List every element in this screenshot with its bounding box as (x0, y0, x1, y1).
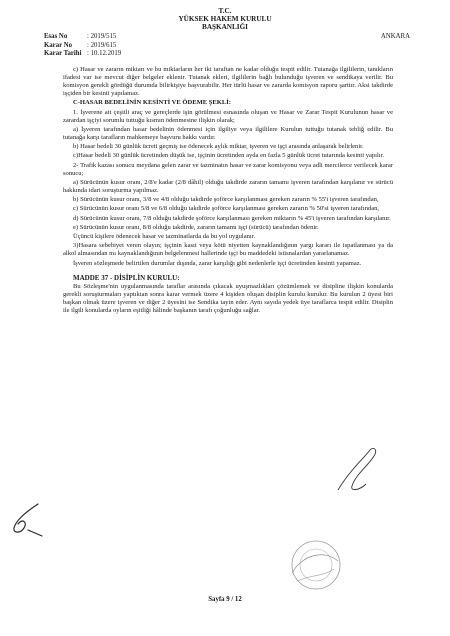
paragraph-third-parties: Üçüncü kişilere ödenecek hasar ve tazminatlarda da bu yol uygulanır. (73, 233, 256, 241)
paragraph-cc: c)Hasar bedeli 30 günlük ücretinden düşük ise, işçinin ücretinden ayda en fazla 5 günlük ücret tutarında kesinti yapılır. (73, 152, 385, 160)
karar-label: Karar No (44, 41, 73, 49)
paragraph-3: 3)Hasara sebebiyet veren olayın; işçinin kasıt veya kötü niyetten kaynaklandığının yargı kararı ile ispatlanması ya da alkol almasından mı kaynaklandığının belgelenmesi hallerinde işçi bu maddedeki istisnalardan yararlanamaz. (63, 242, 393, 258)
tarih-value: : 10.12.2019 (87, 50, 122, 58)
paragraph-sc: c) Sürücünün kusur oranı 5/8 ve 6/8 olduğu takdirde şoförce karşılanması gereken zararın % 50'si işveren tarafından, (73, 205, 380, 213)
signature-flourish (330, 440, 390, 500)
paragraph-cb: b) Hasar bedeli 30 günlük ücreti geçmiş ise ödenecek aylık miktar, işveren ve işçi arasında anlaşarak belirlenir. (73, 143, 364, 151)
page-prefix: Sayfa (208, 596, 227, 603)
page-footer (0, 596, 450, 603)
paragraph-sa: a) Sürücünün kusur oranı, 2/8'e kadar (2/8 dâhil) olduğu takdirde zararın tamamı işveren tarafından karşılanır ve sürücü hakkında idari soruşturma yapılmaz. (63, 178, 393, 194)
karar-value: : 2019/615 (87, 41, 117, 49)
paragraph-contract: İşveren sözleşmede belirtilen durumlar dışında, zarar karşılığı gibi nedenlerle işçi ücretinden kesinti yapamaz. (73, 259, 362, 267)
paragraph-c2: 2- Trafik kazası sonucu meydana gelen zarar ve tazminatın hasar ve zarar komisyonu veya adli mercilerce verilecek karar sonucu; (63, 161, 393, 177)
page-number: 9 / 12 (226, 596, 242, 603)
city-label: ANKARA (380, 33, 410, 40)
document-header (0, 7, 450, 32)
document-body (63, 66, 393, 316)
tarih-label: Karar Tarihi (44, 50, 82, 58)
esas-label: Esas No (44, 33, 68, 40)
paragraph-ca: a) İşveren tarafından hasar bedelinin ödenmesi için ilgiliye veya ilgililere Kurulun tuttuğu tutanak tebliğ edilir. Bu tutanağa karşı tarafların mahkemeye başvuru hakkı vardır. (63, 125, 393, 141)
section-c-heading: C-HASAR BEDELİNİN KESİNTİ VE ÖDEME ŞEKLİ: (73, 99, 231, 107)
paragraph-sb: b) Sürücünün kusur oranı, 3/8 ve 4/8 olduğu takdirde şoförce karşılanması gereken zararın % 55'i işveren tarafından, (73, 196, 379, 204)
paragraph-se: e) Sürücünün kusur oranı, 8/8 olduğu takdirde, zararın tamamı işçi (sürücü) tarafından ödenir. (73, 223, 319, 231)
paragraph-c1: 1. İşverene ait çeşitli araç ve gereçlerde işin görülmesi esnasında oluşan ve Hasar ve Zarar Tespit Kurulunun hasar ve zarardan işçiyi sorumlu tuttuğu kısmın ödenmesine ilişkin olarak; (63, 108, 393, 124)
header-department: BAŞKANLIĞI (202, 23, 248, 32)
paragraph-sd: d) Sürücünün kusur oranı, 7/8 olduğu takdirde şoförce karşılanması gereken miktarın % 45'i işveren tarafından karşılanır. (73, 214, 391, 222)
paragraph-c: c) Hasar ve zararın miktarı ve bu miktarların her iki taraftan ne kadar olduğu tespit edilir. Tutanağa ilgililerin, tanıkların ifadesi var ise mevcut diğer belgeler eklenir. Tutanak ekleri, ilgililerin bağlı bulunduğu işveren ve sendikaya verilir. Bu komisyon gerekli gördüğü durumda bilirkişiye başvurabilir. Her türlü hasar ve zararda komisyon raporu şarttır. Aksi takdirde işçiden bir kesinti yapılamaz. (63, 66, 393, 98)
signature-mark (8, 500, 46, 540)
esas-value: : 2019/515 (87, 33, 117, 40)
article-37-heading: MADDE 37 - DİSİPLİN KURULU: (73, 273, 180, 282)
official-stamp (278, 535, 348, 595)
case-meta (44, 33, 121, 59)
header-tc: T.C. (218, 7, 232, 15)
header-institution: YÜKSEK HAKEM KURULU (178, 15, 272, 24)
article-37-text: Bu Sözleşme'nin uygulanmasında taraflar arasında çıkacak uyuşmazlıkları çözümlemek ve disipline ilişkin konularda gerekli soruşturmaları yaptıktan sonra karar vermek üzere 4 kişiden oluşan disiplin kurulu kurulur. Bu kurulun 2 üyesi biri başkan olmak üzere işveren ve diğer 2 üyesini ise Sendika tayin eder. Aynı sayıda yedek üye taraflarca tespit edilir. Disiplin ile ilgili konularda oyların eşitliği hâlinde başkanın tarafı çoğunluğu sağlar. (63, 282, 393, 315)
